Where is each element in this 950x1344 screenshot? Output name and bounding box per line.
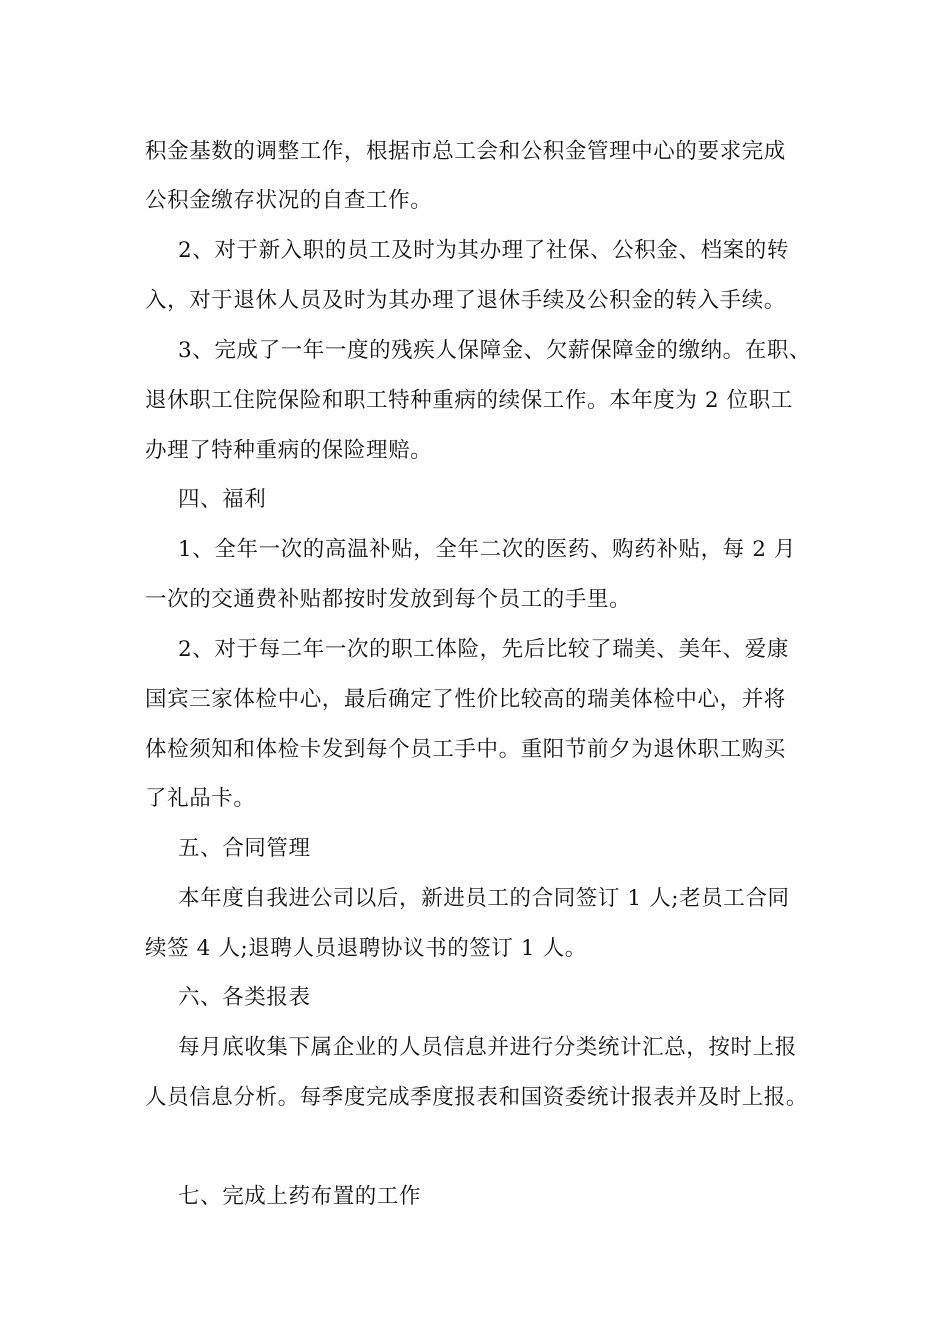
text-line: 人员信息分析。每季度完成季度报表和国资委统计报表并及时上报。 xyxy=(145,1085,809,1110)
section-heading-assigned-work: 七、完成上药布置的工作 xyxy=(178,1184,422,1209)
text-line: 3、完成了一年一度的残疾人保障金、欠薪保障金的缴纳。在职、 xyxy=(178,338,812,363)
text-line: 了礼品卡。 xyxy=(145,786,256,811)
text-line: 2、对于新入职的员工及时为其办理了社保、公积金、档案的转 xyxy=(178,238,789,263)
text-line: 办理了特种重病的保险理赔。 xyxy=(145,438,433,463)
section-heading-welfare: 四、福利 xyxy=(178,487,267,512)
text-line: 入，对于退休人员及时为其办理了退休手续及公积金的转入手续。 xyxy=(145,288,786,313)
text-line: 积金基数的调整工作，根据市总工会和公积金管理中心的要求完成 xyxy=(145,139,786,164)
text-line: 国宾三家体检中心，最后确定了性价比较高的瑞美体检中心，并将 xyxy=(145,687,786,712)
section-heading-reports: 六、各类报表 xyxy=(178,985,311,1010)
text-line: 2、对于每二年一次的职工体险，先后比较了瑞美、美年、爱康 xyxy=(178,637,789,662)
text-line: 每月底收集下属企业的人员信息并进行分类统计汇总，按时上报 xyxy=(178,1035,797,1060)
text-line: 续签 4 人;退聘人员退聘协议书的签订 1 人。 xyxy=(145,936,587,961)
text-line: 一次的交通费补贴都按时发放到每个员工的手里。 xyxy=(145,587,632,612)
text-line: 公积金缴存状况的自查工作。 xyxy=(145,188,433,213)
text-line: 本年度自我进公司以后，新进员工的合同签订 1 人;老员工合同 xyxy=(178,886,790,911)
text-line: 1、全年一次的高温补贴，全年二次的医药、购药补贴，每 2 月 xyxy=(178,537,797,562)
section-heading-contract: 五、合同管理 xyxy=(178,836,311,861)
text-line: 退休职工住院保险和职工特种重病的续保工作。本年度为 2 位职工 xyxy=(145,388,793,413)
text-line: 体检须知和体检卡发到每个员工手中。重阳节前夕为退休职工购买 xyxy=(145,737,786,762)
